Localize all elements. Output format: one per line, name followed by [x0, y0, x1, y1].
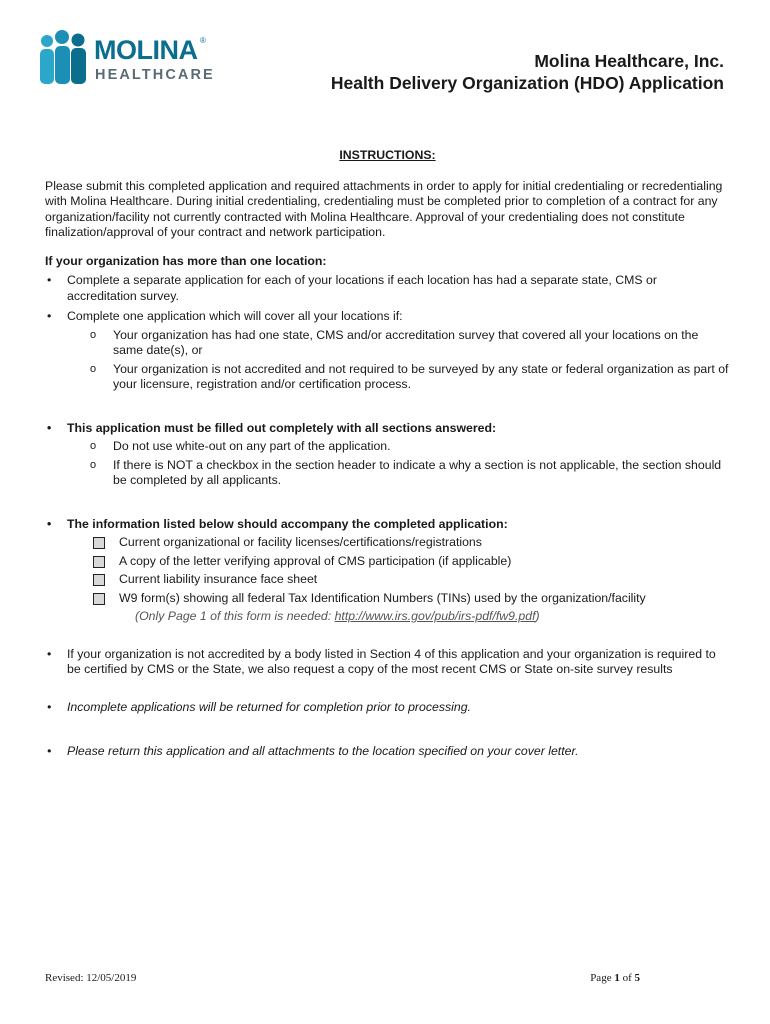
attachment-label: Current liability insurance face sheet	[119, 572, 318, 586]
list-item: • Please return this application and all attachments to the location specified on your cover letter.	[45, 744, 730, 760]
page-total: 5	[634, 972, 640, 984]
w9-note-prefix: (Only Page 1 of this form is needed:	[135, 609, 335, 623]
molina-logo	[36, 30, 215, 88]
multi-location-heading: If your organization has more than one location:	[45, 253, 327, 268]
sub-list-item: o Do not use white-out on any part of the application.	[45, 439, 730, 455]
list-item: • Complete a separate application for each of your locations if each location has had a separate state, CMS or accreditation survey.	[45, 273, 730, 304]
logo-wordmark: MOLINA	[94, 35, 198, 65]
checkbox[interactable]	[93, 574, 105, 586]
complete-heading: • This application must be filled out completely with all sections answered:	[45, 421, 730, 437]
page-prefix: Page	[590, 972, 615, 984]
page-number	[590, 972, 640, 984]
checkbox[interactable]	[93, 556, 105, 568]
instructions-heading: INSTRUCTIONS:	[339, 148, 436, 162]
checkbox[interactable]	[93, 593, 105, 605]
checkbox[interactable]	[93, 537, 105, 549]
irs-w9-link[interactable]: http://www.irs.gov/pub/irs-pdf/fw9.pdf	[334, 609, 536, 623]
w9-note	[45, 609, 730, 625]
company-name: Molina Healthcare, Inc.	[534, 51, 724, 71]
page-of: of	[619, 972, 635, 984]
instructions-section	[45, 148, 730, 760]
list-item: • Incomplete applications will be returned for completion prior to processing.	[45, 700, 730, 716]
people-logo-icon	[36, 30, 96, 86]
document-header	[331, 50, 724, 94]
attachment-label: W9 form(s) showing all federal Tax Identification Numbers (TINs) used by the organization/facility	[119, 590, 646, 605]
logo-subtitle: HEALTHCARE	[95, 67, 215, 83]
attachment-item	[45, 591, 730, 607]
attachment-label: Current organizational or facility licenses/certifications/registrations	[119, 535, 482, 549]
list-item: • Complete one application which will cover all your locations if:	[45, 309, 730, 325]
attachment-label: A copy of the letter verifying approval of CMS participation (if applicable)	[119, 553, 512, 568]
sub-list-item: o Your organization is not accredited and not required to be surveyed by any state or federal organization as part of your licensure, registration and/or certification process.	[45, 362, 730, 393]
page-current: 1	[614, 972, 620, 984]
attachments-heading: • The information listed below should accompany the completed application:	[45, 517, 730, 533]
intro-paragraph: Please submit this completed application and required attachments in order to apply for initial credentialing or recredentialing with Molina Healthcare. During initial credentialing, credentialing must be completed prior to completion of a contract for any organization/facility not currently contracted with Molina Healthcare. Approval of your credentialing does not constitute finalization/approval of your contract and network participation.	[45, 178, 723, 239]
w9-note-suffix: )	[535, 609, 540, 623]
attachment-item	[45, 535, 730, 551]
sub-list-item: o If there is NOT a checkbox in the section header to indicate a why a section is not applicable, the section should be completed by all applicants.	[45, 458, 730, 489]
sub-list-item: o Your organization has had one state, CMS and/or accreditation survey that covered all your locations on the same date(s), or	[45, 328, 730, 359]
revised-date: Revised: 12/05/2019	[45, 972, 137, 984]
list-item: • If your organization is not accredited by a body listed in Section 4 of this application and your organization is required to be certified by CMS or the State, we also request a copy of the most recent CMS or State on-site survey results	[45, 647, 730, 678]
logo-registered-mark: ®	[200, 36, 206, 45]
attachment-item	[45, 554, 730, 570]
application-title: Health Delivery Organization (HDO) Application	[330, 73, 724, 93]
attachment-item	[45, 572, 730, 588]
